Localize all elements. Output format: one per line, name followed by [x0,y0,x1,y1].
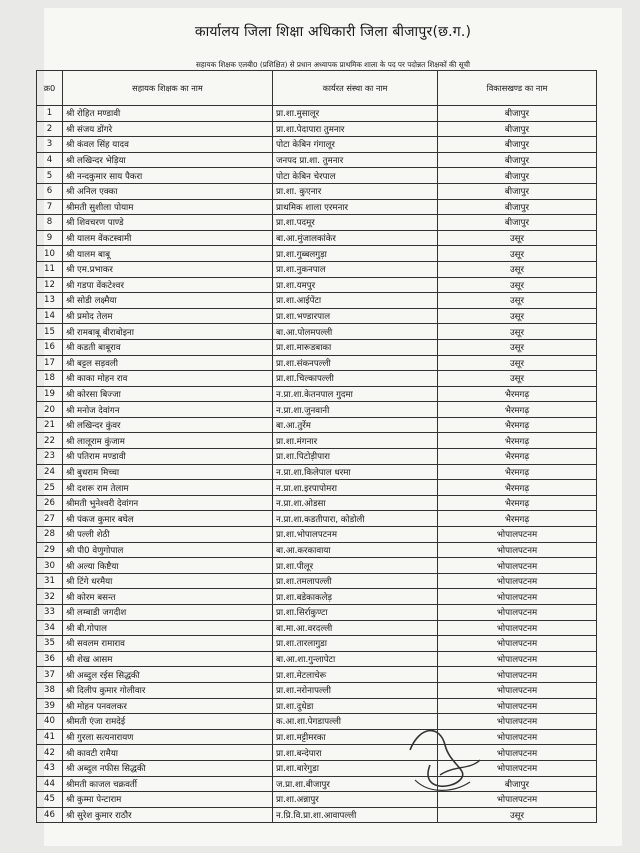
teacher-name-cell: श्री पंकज कुमार बघेल [63,511,273,527]
teacher-name-cell: श्री सुरेश कुमार राठौर [63,807,273,823]
teacher-name-cell: श्री यालम वेंकटस्वामी [63,230,273,246]
teacher-name-cell: श्री काका मोहन राव [63,371,273,387]
table-row [37,558,597,574]
table-row [37,215,597,231]
school-cell: जनपद प्रा.शा. तुमनार [273,152,438,168]
school-cell: न.प्रा.शा.केतनपाल गुदमा [273,386,438,402]
serial-cell: 14 [37,308,63,324]
teacher-name-cell: श्री मोहन पनवलकर [63,698,273,714]
block-cell: उसूर [438,308,597,324]
table-row [37,729,597,745]
teacher-name-cell: श्री टिंगे धरमैया [63,573,273,589]
serial-cell: 3 [37,137,63,153]
serial-cell: 20 [37,402,63,418]
signature-mark [400,720,490,800]
serial-cell: 45 [37,792,63,808]
school-cell: बा.आ.करकावाया [273,542,438,558]
table-row [37,511,597,527]
promotion-list-table [36,70,597,823]
school-cell: प्रा.शा.मेटलाचेरू [273,667,438,683]
school-cell: ज.प्रा.शा.बीजापुर [273,776,438,792]
teacher-name-cell: श्री बुधराम मिच्चा [63,464,273,480]
table-row [37,246,597,262]
serial-cell: 9 [37,230,63,246]
school-cell: प्रा.शा.तमलापल्ली [273,573,438,589]
block-cell: बीजापुर [438,137,597,153]
table-row [37,386,597,402]
table-row [37,542,597,558]
school-cell: पोटा केबिन चेरपाल [273,168,438,184]
teacher-name-cell: श्रीमती भुनेश्वरी देवांगन [63,495,273,511]
table-row [37,183,597,199]
teacher-name-cell: श्रीमती एंजा रामदेई [63,714,273,730]
block-cell: बीजापुर [438,776,597,792]
school-cell: प्रा.शा.अन्नापुर [273,792,438,808]
serial-cell: 36 [37,651,63,667]
block-cell: भोपालपटनम [438,729,597,745]
serial-cell: 13 [37,293,63,309]
serial-cell: 1 [37,106,63,122]
table-row [37,308,597,324]
school-cell: बा.आ.तुर्रेम [273,417,438,433]
teacher-name-cell: श्री मनोज देवांगन [63,402,273,418]
table-row [37,807,597,823]
table-row [37,620,597,636]
school-cell: प्रा.शा.सिर्राकुण्टा [273,605,438,621]
block-cell: उसूर [438,293,597,309]
school-cell: प्राथमिक शाला एरमनार [273,199,438,215]
col-header-school: कार्यरत संस्था का नाम [273,71,438,106]
table-row [37,760,597,776]
teacher-name-cell: श्री कोरसा बिज्जा [63,386,273,402]
serial-cell: 40 [37,714,63,730]
serial-cell: 29 [37,542,63,558]
teacher-name-cell: श्री गडपा वेंकटेश्वर [63,277,273,293]
block-cell: भैरमगढ़ [438,417,597,433]
block-cell: भोपालपटनम [438,714,597,730]
table-row [37,480,597,496]
table-row [37,651,597,667]
serial-cell: 37 [37,667,63,683]
school-cell: प्रा.शा.नरोनापल्ली [273,682,438,698]
teacher-name-cell: श्री गुरला सत्यनारायण [63,729,273,745]
school-cell: प्रा.शा.यमपुर [273,277,438,293]
block-cell: बीजापुर [438,152,597,168]
teacher-name-cell: श्री अनिल एक्का [63,183,273,199]
block-cell: भोपालपटनम [438,558,597,574]
block-cell: भोपालपटनम [438,745,597,761]
block-cell: बीजापुर [438,121,597,137]
teacher-name-cell: श्री कंवल सिंह यादव [63,137,273,153]
serial-cell: 23 [37,449,63,465]
table-row [37,152,597,168]
school-cell: प्रा.शा.मुसालूर [273,106,438,122]
teacher-name-cell: श्रीमती काजल चक्रवर्ती [63,776,273,792]
table-row [37,745,597,761]
block-cell: बीजापुर [438,183,597,199]
table-row [37,636,597,652]
block-cell: बीजापुर [438,106,597,122]
school-cell: बा.आ.शा.गुन्लापेटा [273,651,438,667]
school-cell: प्रा.शा.नुकनपाल [273,261,438,277]
teacher-name-cell: श्रीमती सुशीला पोयाम [63,199,273,215]
document-title: कार्यालय जिला शिक्षा अधिकारी जिला बीजापुर(छ.ग.) [194,24,472,40]
teacher-name-cell: श्री दशरू राम तेलाम [63,480,273,496]
table-row [37,417,597,433]
block-cell: भैरमगढ़ [438,386,597,402]
document-subtitle: सहायक शिक्षक एलबी0 (प्रशिक्षित) से प्रधान अध्यापक प्राथमिक शाला के पद पर पदोन्नत शिक्षकों की सूची [196,60,470,69]
school-cell: प्रा.शा.पिटोड़ीपारा [273,449,438,465]
teacher-name-cell: श्री पतिराम मण्डावी [63,449,273,465]
school-cell: प्रा.शा.संकनपल्ली [273,355,438,371]
table-row [37,714,597,730]
school-cell: प्रा.शा.पदमूर [273,215,438,231]
block-cell: उसूर [438,807,597,823]
table-row [37,792,597,808]
teacher-name-cell: श्री संजय डोंगरे [63,121,273,137]
teacher-name-cell: श्री दिलीप कुमार गोलीवार [63,682,273,698]
table-row [37,199,597,215]
serial-cell: 6 [37,183,63,199]
school-cell: प्रा.शा.गुब्बलगुड़ा [273,246,438,262]
block-cell: उसूर [438,261,597,277]
serial-cell: 33 [37,605,63,621]
serial-cell: 46 [37,807,63,823]
block-cell: उसूर [438,277,597,293]
block-cell: उसूर [438,246,597,262]
teacher-name-cell: श्री कोरम बसन्त [63,589,273,605]
serial-cell: 8 [37,215,63,231]
block-cell: भोपालपटनम [438,573,597,589]
school-cell: क.आ.शा.पेगडापल्ली [273,714,438,730]
table-row [37,573,597,589]
serial-cell: 38 [37,682,63,698]
table-row [37,371,597,387]
school-cell: प्रा.शा.मंगनार [273,433,438,449]
school-cell: प्रा.शा.मारूडबाका [273,339,438,355]
school-cell: प्रा.शा.दुधेडा [273,698,438,714]
block-cell: भोपालपटनम [438,589,597,605]
table-header-row [37,71,597,106]
block-cell: बीजापुर [438,199,597,215]
serial-cell: 16 [37,339,63,355]
teacher-name-cell: श्री पल्ली शेठी [63,527,273,543]
teacher-name-cell: श्री कुम्मा पेन्टाराम [63,792,273,808]
serial-cell: 10 [37,246,63,262]
school-cell: प्रा.शा.पेदापारा तुमनार [273,121,438,137]
block-cell: बीजापुर [438,168,597,184]
block-cell: बीजापुर [438,215,597,231]
teacher-name-cell: श्री रोहित मण्डावी [63,106,273,122]
table-row [37,464,597,480]
block-cell: भैरमगढ़ [438,464,597,480]
serial-cell: 39 [37,698,63,714]
serial-cell: 27 [37,511,63,527]
table-row [37,121,597,137]
school-cell: प्रा.शा.तारलागुडा [273,636,438,652]
serial-cell: 41 [37,729,63,745]
block-cell: उसूर [438,324,597,340]
school-cell: न.प्रा.शा.कडतीपारा, कोडोली [273,511,438,527]
col-header-block: विकासखण्ड का नाम [438,71,597,106]
block-cell: उसूर [438,371,597,387]
school-cell: प्रा.शा.चिल्कापल्ली [273,371,438,387]
school-cell: न.प्रा.शा.इरपापोमरा [273,480,438,496]
teacher-name-cell: श्री यालम बाबू [63,246,273,262]
teacher-name-cell: श्री बी.गोपाल [63,620,273,636]
block-cell: भोपालपटनम [438,667,597,683]
teacher-name-cell: श्री शेख आसम [63,651,273,667]
teacher-name-cell: श्री लालूराम कुंजाम [63,433,273,449]
serial-cell: 15 [37,324,63,340]
serial-cell: 32 [37,589,63,605]
serial-cell: 28 [37,527,63,543]
serial-cell: 35 [37,636,63,652]
school-cell: प्रा.शा.भण्डारपाल [273,308,438,324]
school-cell: प्रा.शा.बारेगुडा [273,760,438,776]
block-cell: उसूर [438,355,597,371]
block-cell: भोपालपटनम [438,651,597,667]
teacher-name-cell: श्री अल्या किष्टैया [63,558,273,574]
serial-cell: 43 [37,760,63,776]
block-cell: भैरमगढ़ [438,449,597,465]
table-row [37,261,597,277]
school-cell: प्रा.शा.मट्टीमरका [273,729,438,745]
table-row [37,324,597,340]
serial-cell: 21 [37,417,63,433]
table-row [37,230,597,246]
table-row [37,682,597,698]
block-cell: भोपालपटनम [438,605,597,621]
school-cell: प्रा.शा.पीलूर [273,558,438,574]
table-row [37,433,597,449]
teacher-name-cell: श्री कावटी रामैया [63,745,273,761]
serial-cell: 26 [37,495,63,511]
table-row [37,605,597,621]
serial-cell: 18 [37,371,63,387]
teacher-name-cell: श्री सोडी लक्ष्मैया [63,293,273,309]
serial-cell: 5 [37,168,63,184]
serial-cell: 2 [37,121,63,137]
table-row [37,339,597,355]
serial-cell: 19 [37,386,63,402]
teacher-name-cell: श्री लम्बाडी जगदीश [63,605,273,621]
serial-cell: 24 [37,464,63,480]
serial-cell: 12 [37,277,63,293]
school-cell: प्रा.शा.आईपेंटा [273,293,438,309]
block-cell: भोपालपटनम [438,682,597,698]
table-row [37,449,597,465]
school-cell: बा.आ.मुंजालकांकेर [273,230,438,246]
table-row [37,776,597,792]
teacher-name-cell: श्री एम.प्रभाकर [63,261,273,277]
block-cell: भोपालपटनम [438,698,597,714]
serial-cell: 42 [37,745,63,761]
serial-cell: 11 [37,261,63,277]
teacher-name-cell: श्री रामबाबू बीराबोइना [63,324,273,340]
school-cell: बा.मा.आ.वरदल्ली [273,620,438,636]
serial-cell: 30 [37,558,63,574]
block-cell: भैरमगढ़ [438,480,597,496]
school-cell: प्रा.शा.बन्देपारा [273,745,438,761]
table-row [37,527,597,543]
serial-cell: 4 [37,152,63,168]
block-cell: उसूर [438,230,597,246]
table-row [37,402,597,418]
teacher-name-cell: श्री प्रमोद तेलम [63,308,273,324]
table-row [37,106,597,122]
school-cell: पोटा केबिन गंगालूर [273,137,438,153]
teacher-name-cell: श्री सवलम रामाराव [63,636,273,652]
school-cell: न.प्रा.शा.किलेपाल धरमा [273,464,438,480]
teacher-name-cell: श्री बट्टल सड़वली [63,355,273,371]
serial-cell: 17 [37,355,63,371]
table-row [37,293,597,309]
teacher-name-cell: श्री नन्दकुमार साय पैकरा [63,168,273,184]
serial-cell: 31 [37,573,63,589]
table-row [37,355,597,371]
block-cell: भैरमगढ़ [438,511,597,527]
serial-cell: 44 [37,776,63,792]
school-cell: प्रा.शा. कुएनार [273,183,438,199]
block-cell: भोपालपटनम [438,760,597,776]
serial-cell: 22 [37,433,63,449]
school-cell: न.प्रा.शा.जुनवानी [273,402,438,418]
table-row [37,277,597,293]
teacher-name-cell: श्री अब्दुल नफीस सिद्धकी [63,760,273,776]
serial-cell: 34 [37,620,63,636]
teacher-name-cell: श्री अब्दुल रईस सिद्धकी [63,667,273,683]
table-row [37,589,597,605]
school-cell: प्रा.शा.भोपालपटनम [273,527,438,543]
block-cell: भोपालपटनम [438,620,597,636]
teacher-name-cell: श्री शिवचरण पाण्डे [63,215,273,231]
block-cell: भोपालपटनम [438,792,597,808]
school-cell: प्रा.शा.बडेकाकलेड़ [273,589,438,605]
teacher-name-cell: श्री लखिन्दर कुंवर [63,417,273,433]
table-row [37,168,597,184]
serial-cell: 7 [37,199,63,215]
teacher-name-cell: श्री पी0 वेणुगोपाल [63,542,273,558]
block-cell: भोपालपटनम [438,527,597,543]
school-cell: बा.आ.पोलमपल्ली [273,324,438,340]
block-cell: भोपालपटनम [438,636,597,652]
block-cell: भैरमगढ़ [438,402,597,418]
school-cell: न.प्रा.शा.ओडसा [273,495,438,511]
table-row [37,667,597,683]
block-cell: भैरमगढ़ [438,495,597,511]
block-cell: भोपालपटनम [438,542,597,558]
table-row [37,495,597,511]
table-row [37,137,597,153]
col-header-teacher-name: सहायक शिक्षक का नाम [63,71,273,106]
block-cell: भैरमगढ़ [438,433,597,449]
col-header-serial: क्र0 [37,71,63,106]
block-cell: उसूर [438,339,597,355]
school-cell: न.प्रि.वि.प्रा.शा.आवापल्ली [273,807,438,823]
serial-cell: 25 [37,480,63,496]
teacher-name-cell: श्री कडती बाबूराव [63,339,273,355]
teacher-name-cell: श्री लखिन्दर भेड़िया [63,152,273,168]
table-row [37,698,597,714]
